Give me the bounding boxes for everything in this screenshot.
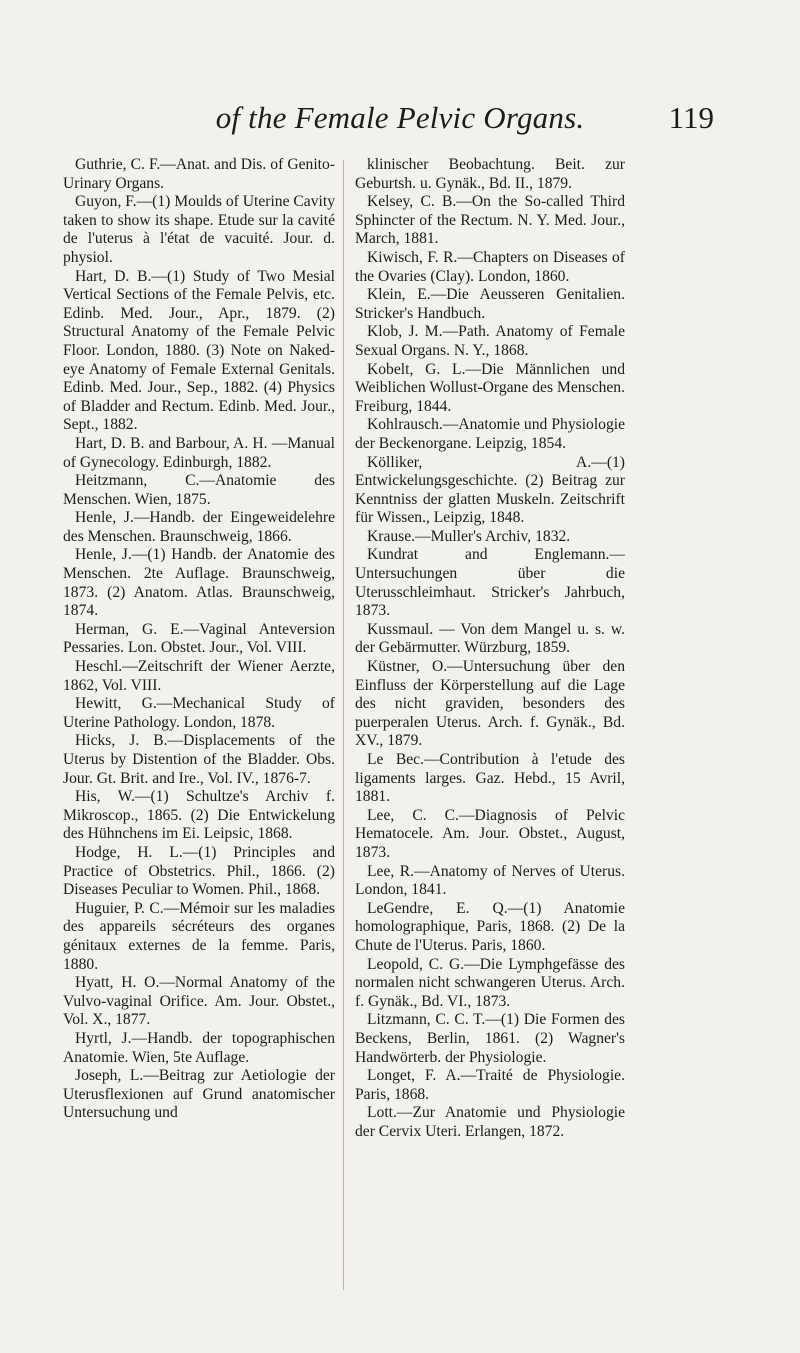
bib-entry: Henle, J.—Handb. der Eingeweidelehre des Menschen. Braunschweig, 1866. bbox=[63, 509, 335, 545]
bib-entry: Kohlrausch.—Anatomie und Physiologie der Beckenorgane. Leipzig, 1854. bbox=[355, 416, 625, 452]
bib-entry: Klob, J. M.—Path. Anatomy of Female Sexual Organs. N. Y., 1868. bbox=[355, 323, 625, 359]
bib-entry: Guyon, F.—(1) Moulds of Uterine Cavity taken to show its shape. Etude sur la cavité de l'uterus à l'état de vacuité. Jour. d. physiol. bbox=[63, 193, 335, 266]
bib-entry: Krause.—Muller's Archiv, 1832. bbox=[367, 527, 571, 545]
bib-entry: Lee, R.—Anatomy of Nerves of Uterus. London, 1841. bbox=[355, 862, 625, 899]
bib-entry: Herman, G. E.—Vaginal Anteversion Pessaries. Lon. Obstet. Jour., Vol. VIII. bbox=[63, 620, 335, 657]
bib-entry: Guthrie, C. F.—Anat. and Dis. of Genito-Urinary Organs. bbox=[63, 156, 335, 192]
bib-entry: Lee, C. C.—Diagnosis of Pelvic Hematocele. Am. Jour. Obstet., August, 1873. bbox=[355, 806, 625, 861]
page-header bbox=[0, 100, 800, 144]
bib-entry: Hart, D. B. and Barbour, A. H. —Manual of Gynecology. Edinburgh, 1882. bbox=[63, 434, 335, 471]
bib-entry: Küstner, O.—Untersuchung über den Einfluss der Körperstellung auf die Lage des nicht graviden, besonders des puerperalen Uterus. Arch. f. Gynäk., Bd. XV., 1879. bbox=[355, 658, 625, 750]
column-divider bbox=[343, 160, 344, 1290]
bib-entry: Le Bec.—Contribution à l'etude des ligaments larges. Gaz. Hebd., 15 Avril, 1881. bbox=[355, 751, 625, 806]
bib-entry: Heschl.—Zeitschrift der Wiener Aerzte, 1862, Vol. VIII. bbox=[63, 658, 335, 694]
bibliography-column-left bbox=[63, 156, 335, 1123]
bib-entry: Kundrat and Englemann.—Untersuchungen über die Uterusschleimhaut. Stricker's Jahrbuch, 1873. bbox=[355, 546, 625, 620]
bib-entry: Hyrtl, J.—Handb. der topographischen Anatomie. Wien, 5te Auflage. bbox=[63, 1029, 335, 1066]
bibliography-column-right bbox=[355, 156, 625, 1141]
bib-entry: Kiwisch, F. R.—Chapters on Diseases of the Ovaries (Clay). London, 1860. bbox=[355, 248, 625, 285]
bib-entry: Huguier, P. C.—Mémoir sur les maladies des appareils sécréteurs des organes génitaux externes de la femme. Paris, 1880. bbox=[63, 899, 335, 973]
bib-entry: Longet, F. A.—Traité de Physiologie. Paris, 1868. bbox=[355, 1067, 625, 1103]
running-title: of the Female Pelvic Organs. bbox=[215, 100, 585, 135]
bib-entry: Heitzmann, C.—Anatomie des Menschen. Wien, 1875. bbox=[63, 472, 335, 508]
page-number: 119 bbox=[668, 100, 714, 135]
bib-entry: Hyatt, H. O.—Normal Anatomy of the Vulvo-vaginal Orifice. Am. Jour. Obstet., Vol. X., 1877. bbox=[63, 974, 335, 1029]
bib-entry: Lott.—Zur Anatomie und Physiologie der Cervix Uteri. Erlangen, 1872. bbox=[355, 1104, 625, 1140]
bib-entry: Joseph, L.—Beitrag zur Aetiologie der Uterusflexionen auf Grund anatomischer Untersuchung und bbox=[63, 1067, 335, 1122]
bib-entry: Hart, D. B.—(1) Study of Two Mesial Vertical Sections of the Female Pelvis, etc. Edinb. Med. Jour., Apr., 1879. (2) Structural Anatomy of the Female Pelvic Floor. London, 1880. (3) Note on Naked-eye Anatomy of Female External Genitals. Edinb. Med. Jour., Sep., 1882. (4) Physics of Bladder and Rectum. Edinb. Med. Jour., Sept., 1882. bbox=[63, 267, 335, 434]
bib-entry: Hodge, H. L.—(1) Principles and Practice of Obstetrics. Phil., 1866. (2) Diseases Peculiar to Women. Phil., 1868. bbox=[63, 843, 335, 899]
bib-entry: His, W.—(1) Schultze's Archiv f. Mikroscop., 1865. (2) Die Entwickelung des Hühnchens im Ei. Leipsic, 1868. bbox=[63, 788, 335, 843]
bib-entry: Kölliker, A.—(1) Entwickelungsgeschichte. (2) Beitrag zur Kenntniss der glatten Muskeln. Zeitschrift für Wissen., Leipzig, 1848. bbox=[355, 453, 625, 527]
bib-entry: Litzmann, C. C. T.—(1) Die Formen des Beckens, Berlin, 1861. (2) Wagner's Handwörterb. der Physiologie. bbox=[355, 1011, 625, 1066]
bib-entry: Hewitt, G.—Mechanical Study of Uterine Pathology. London, 1878. bbox=[63, 695, 335, 731]
bib-entry: Hicks, J. B.—Displacements of the Uterus by Distention of the Bladder. Obs. Jour. Gt. Brit. and Ire., Vol. IV., 1876-7. bbox=[63, 732, 335, 787]
bib-entry: Kelsey, C. B.—On the So-called Third Sphincter of the Rectum. N. Y. Med. Jour., March, 1881. bbox=[355, 193, 625, 248]
bib-entry: Leopold, C. G.—Die Lymphgefässe des normalen nicht schwangeren Uterus. Arch. f. Gynäk., Bd. VI., 1873. bbox=[355, 955, 625, 1010]
bib-entry: klinischer Beobachtung. Beit. zur Geburtsh. u. Gynäk., Bd. II., 1879. bbox=[355, 156, 625, 192]
bib-entry: LeGendre, E. Q.—(1) Anatomie homolographique, Paris, 1868. (2) De la Chute de l'Uterus. Paris, 1860. bbox=[355, 899, 625, 954]
bib-entry: Kobelt, G. L.—Die Männlichen und Weiblichen Wollust-Organe des Menschen. Freiburg, 1844. bbox=[355, 360, 625, 415]
bib-entry: Klein, E.—Die Aeusseren Genitalien. Stricker's Handbuch. bbox=[355, 286, 625, 322]
bib-entry: Henle, J.—(1) Handb. der Anatomie des Menschen. 2te Auflage. Braunschweig, 1873. (2) Anatom. Atlas. Braunschweig, 1874. bbox=[63, 546, 335, 620]
bib-entry: Kussmaul. — Von dem Mangel u. s. w. der Gebärmutter. Würzburg, 1859. bbox=[355, 620, 625, 657]
